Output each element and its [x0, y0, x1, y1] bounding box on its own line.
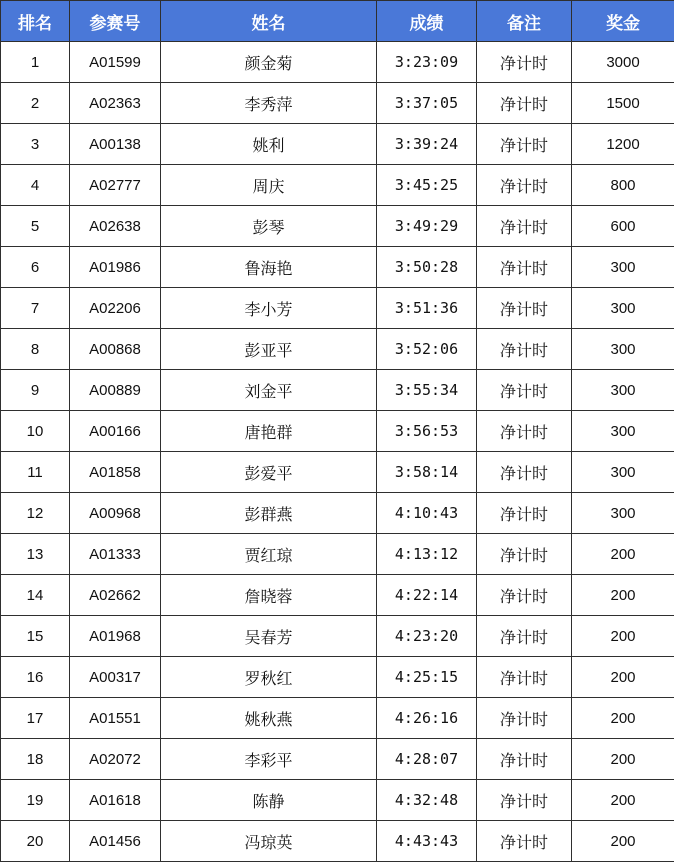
cell-bib: A00317 — [70, 657, 161, 698]
cell-name: 彭琴 — [161, 206, 377, 247]
cell-rank: 1 — [1, 42, 70, 83]
cell-bib: A01599 — [70, 42, 161, 83]
cell-rank: 7 — [1, 288, 70, 329]
cell-bib: A01618 — [70, 780, 161, 821]
cell-bib: A02638 — [70, 206, 161, 247]
cell-note: 净计时 — [477, 616, 572, 657]
cell-time: 4:32:48 — [377, 780, 477, 821]
table-row — [1, 83, 674, 124]
cell-note: 净计时 — [477, 329, 572, 370]
table-row — [1, 657, 674, 698]
cell-name: 周庆 — [161, 165, 377, 206]
table-row — [1, 698, 674, 739]
cell-time: 3:23:09 — [377, 42, 477, 83]
cell-time: 4:23:20 — [377, 616, 477, 657]
cell-bib: A02777 — [70, 165, 161, 206]
table-row — [1, 575, 674, 616]
cell-rank: 3 — [1, 124, 70, 165]
cell-name: 李彩平 — [161, 739, 377, 780]
header-bib: 参赛号 — [70, 1, 161, 42]
cell-bib: A01968 — [70, 616, 161, 657]
cell-prize: 300 — [572, 329, 674, 370]
table-row — [1, 124, 674, 165]
cell-prize: 300 — [572, 247, 674, 288]
header-row — [1, 1, 674, 42]
cell-time: 4:43:43 — [377, 821, 477, 862]
cell-prize: 300 — [572, 370, 674, 411]
cell-prize: 200 — [572, 657, 674, 698]
cell-rank: 15 — [1, 616, 70, 657]
cell-name: 冯琼英 — [161, 821, 377, 862]
table-row — [1, 411, 674, 452]
cell-prize: 1500 — [572, 83, 674, 124]
table-row — [1, 42, 674, 83]
cell-prize: 800 — [572, 165, 674, 206]
cell-bib: A01456 — [70, 821, 161, 862]
cell-prize: 200 — [572, 616, 674, 657]
table-row — [1, 206, 674, 247]
cell-note: 净计时 — [477, 370, 572, 411]
cell-name: 陈静 — [161, 780, 377, 821]
cell-note: 净计时 — [477, 165, 572, 206]
cell-prize: 300 — [572, 493, 674, 534]
cell-note: 净计时 — [477, 206, 572, 247]
cell-bib: A01551 — [70, 698, 161, 739]
cell-bib: A00868 — [70, 329, 161, 370]
cell-rank: 6 — [1, 247, 70, 288]
header-time: 成绩 — [377, 1, 477, 42]
cell-name: 姚利 — [161, 124, 377, 165]
cell-prize: 200 — [572, 698, 674, 739]
cell-note: 净计时 — [477, 83, 572, 124]
cell-rank: 11 — [1, 452, 70, 493]
table-row — [1, 616, 674, 657]
cell-time: 4:10:43 — [377, 493, 477, 534]
cell-note: 净计时 — [477, 575, 572, 616]
cell-note: 净计时 — [477, 247, 572, 288]
cell-note: 净计时 — [477, 493, 572, 534]
cell-bib: A01858 — [70, 452, 161, 493]
cell-time: 3:45:25 — [377, 165, 477, 206]
cell-prize: 600 — [572, 206, 674, 247]
cell-name: 唐艳群 — [161, 411, 377, 452]
cell-time: 3:37:05 — [377, 83, 477, 124]
cell-rank: 5 — [1, 206, 70, 247]
cell-prize: 3000 — [572, 42, 674, 83]
cell-time: 3:55:34 — [377, 370, 477, 411]
cell-prize: 200 — [572, 534, 674, 575]
table-body — [1, 42, 674, 862]
table-row — [1, 493, 674, 534]
cell-note: 净计时 — [477, 411, 572, 452]
header-prize: 奖金 — [572, 1, 674, 42]
cell-note: 净计时 — [477, 124, 572, 165]
cell-bib: A01986 — [70, 247, 161, 288]
header-note: 备注 — [477, 1, 572, 42]
cell-rank: 17 — [1, 698, 70, 739]
cell-time: 3:56:53 — [377, 411, 477, 452]
cell-note: 净计时 — [477, 288, 572, 329]
cell-time: 3:49:29 — [377, 206, 477, 247]
cell-rank: 2 — [1, 83, 70, 124]
table-row — [1, 534, 674, 575]
cell-rank: 14 — [1, 575, 70, 616]
cell-note: 净计时 — [477, 821, 572, 862]
table-row — [1, 739, 674, 780]
cell-rank: 9 — [1, 370, 70, 411]
cell-name: 彭爱平 — [161, 452, 377, 493]
cell-bib: A00138 — [70, 124, 161, 165]
cell-time: 4:13:12 — [377, 534, 477, 575]
cell-rank: 19 — [1, 780, 70, 821]
cell-time: 3:51:36 — [377, 288, 477, 329]
table-row — [1, 780, 674, 821]
cell-bib: A00166 — [70, 411, 161, 452]
cell-name: 鲁海艳 — [161, 247, 377, 288]
cell-bib: A02072 — [70, 739, 161, 780]
cell-bib: A02662 — [70, 575, 161, 616]
cell-prize: 300 — [572, 452, 674, 493]
table-row — [1, 370, 674, 411]
cell-name: 罗秋红 — [161, 657, 377, 698]
cell-note: 净计时 — [477, 698, 572, 739]
cell-bib: A00889 — [70, 370, 161, 411]
cell-time: 4:22:14 — [377, 575, 477, 616]
table-row — [1, 247, 674, 288]
cell-time: 4:25:15 — [377, 657, 477, 698]
cell-prize: 1200 — [572, 124, 674, 165]
cell-time: 4:28:07 — [377, 739, 477, 780]
cell-note: 净计时 — [477, 452, 572, 493]
cell-name: 吴春芳 — [161, 616, 377, 657]
cell-prize: 300 — [572, 288, 674, 329]
table-row — [1, 288, 674, 329]
header-name: 姓名 — [161, 1, 377, 42]
cell-name: 彭群燕 — [161, 493, 377, 534]
cell-name: 李小芳 — [161, 288, 377, 329]
cell-rank: 18 — [1, 739, 70, 780]
cell-note: 净计时 — [477, 42, 572, 83]
cell-bib: A01333 — [70, 534, 161, 575]
table-row — [1, 452, 674, 493]
cell-time: 4:26:16 — [377, 698, 477, 739]
table-header — [1, 1, 674, 42]
cell-name: 贾红琼 — [161, 534, 377, 575]
cell-rank: 12 — [1, 493, 70, 534]
cell-prize: 300 — [572, 411, 674, 452]
table-row — [1, 329, 674, 370]
cell-name: 彭亚平 — [161, 329, 377, 370]
cell-note: 净计时 — [477, 534, 572, 575]
cell-note: 净计时 — [477, 739, 572, 780]
header-rank: 排名 — [1, 1, 70, 42]
cell-rank: 4 — [1, 165, 70, 206]
cell-time: 3:52:06 — [377, 329, 477, 370]
cell-rank: 10 — [1, 411, 70, 452]
cell-prize: 200 — [572, 739, 674, 780]
cell-bib: A00968 — [70, 493, 161, 534]
cell-prize: 200 — [572, 780, 674, 821]
table-row — [1, 165, 674, 206]
cell-name: 颜金菊 — [161, 42, 377, 83]
cell-name: 李秀萍 — [161, 83, 377, 124]
cell-time: 3:58:14 — [377, 452, 477, 493]
cell-rank: 8 — [1, 329, 70, 370]
cell-name: 詹晓蓉 — [161, 575, 377, 616]
cell-prize: 200 — [572, 821, 674, 862]
cell-rank: 20 — [1, 821, 70, 862]
cell-time: 3:39:24 — [377, 124, 477, 165]
cell-rank: 16 — [1, 657, 70, 698]
table-row — [1, 821, 674, 862]
cell-bib: A02363 — [70, 83, 161, 124]
cell-bib: A02206 — [70, 288, 161, 329]
cell-note: 净计时 — [477, 657, 572, 698]
cell-rank: 13 — [1, 534, 70, 575]
cell-name: 姚秋燕 — [161, 698, 377, 739]
cell-name: 刘金平 — [161, 370, 377, 411]
cell-prize: 200 — [572, 575, 674, 616]
cell-note: 净计时 — [477, 780, 572, 821]
cell-time: 3:50:28 — [377, 247, 477, 288]
